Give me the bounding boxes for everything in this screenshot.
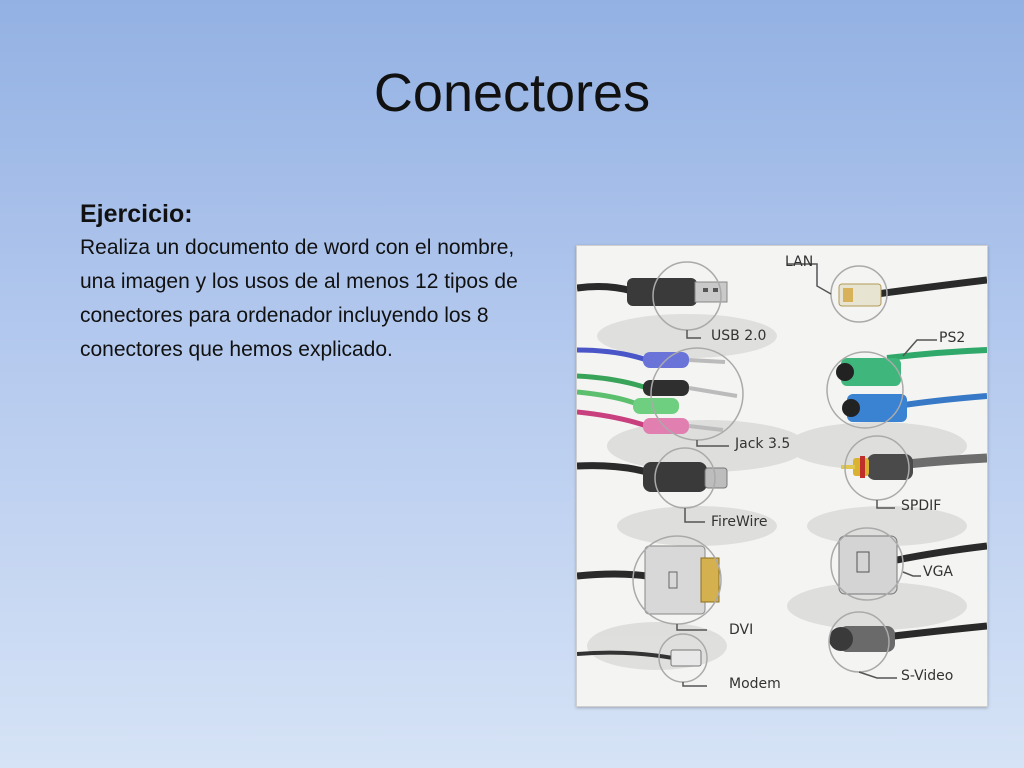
connectors-illustration: [577, 246, 987, 706]
label-lan: LAN: [785, 254, 814, 270]
svideo-connector: [829, 626, 987, 652]
label-svideo: S-Video: [901, 668, 954, 684]
slide-title: Conectores: [373, 63, 651, 123]
usb-connector: [577, 278, 727, 306]
label-vga: VGA: [923, 564, 954, 580]
label-ps2: PS2: [939, 330, 966, 346]
dvi-connector: [577, 546, 719, 614]
exercise-block: [80, 200, 550, 367]
label-modem: Modem: [729, 676, 781, 692]
exercise-text: Realiza un documento de word con el nombre, una imagen y los usos de al menos 12 tipos de conectores para ordenador incluyendo los 8 conectores que hemos explicado.: [80, 236, 518, 361]
ps2-connectors: [836, 350, 987, 422]
label-jack: Jack 3.5: [735, 436, 791, 452]
connectors-photo: [576, 245, 988, 707]
label-usb: USB 2.0: [711, 328, 767, 344]
label-dvi: DVI: [729, 622, 754, 638]
label-spdif: SPDIF: [901, 498, 942, 514]
lan-connector: [839, 280, 987, 306]
exercise-heading: Ejercicio:: [80, 200, 193, 228]
firewire-connector: [577, 462, 727, 492]
label-firewire: FireWire: [711, 514, 768, 530]
